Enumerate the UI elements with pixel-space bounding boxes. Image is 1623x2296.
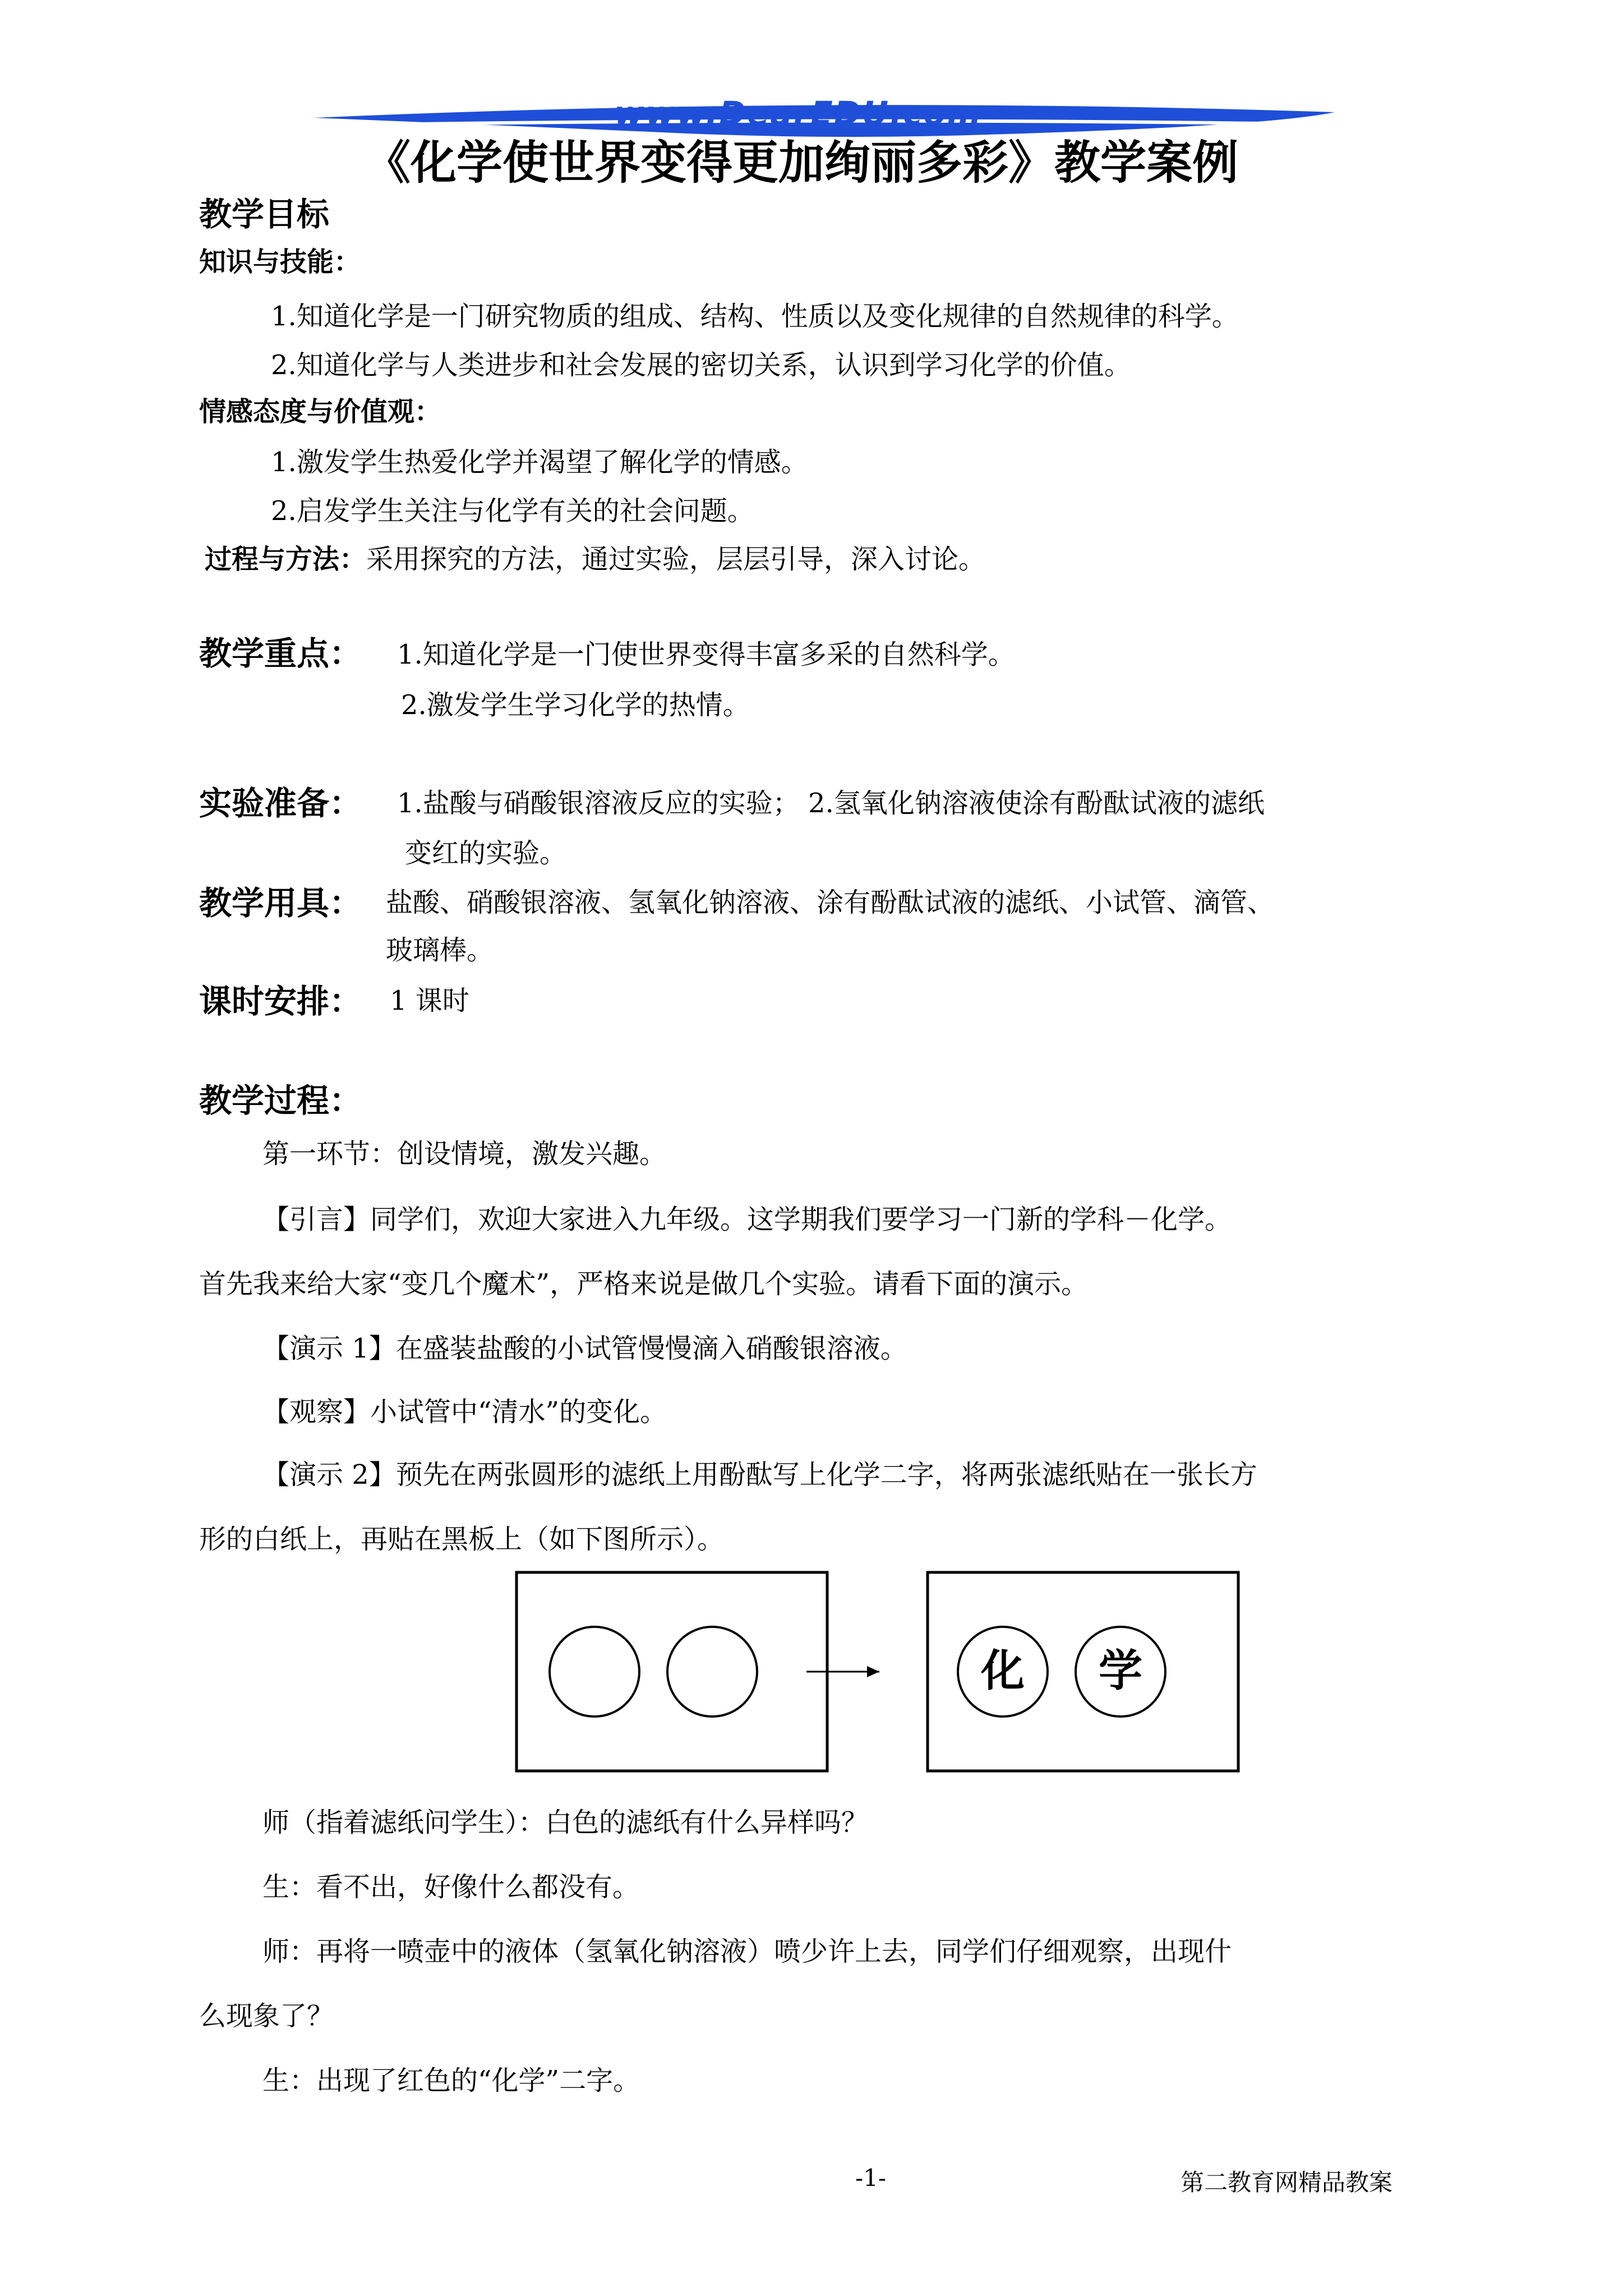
process-method-line — [205, 537, 985, 576]
site-brand-logo: www.DearEDU.com — [614, 94, 982, 132]
emotion-item-1: 1.激发学生热爱化学并渴望了解化学的情感。 — [271, 447, 808, 478]
tools-line-1: 盐酸、硝酸银溶液、氢氧化钠溶液、涂有酚酞试液的滤纸、小试管、滴管、 — [386, 887, 1275, 918]
footer-source: 第二教育网精品教案 — [1181, 2169, 1393, 2196]
dialog-line-1: 师（指着滤纸问学生）：白色的滤纸有什么异样吗？ — [262, 1807, 869, 1838]
revealed-char-1: 化 — [980, 1646, 1025, 1696]
knowledge-item-1: 1.知道化学是一门研究物质的组成、结构、性质以及变化规律的自然规律的科学。 — [271, 301, 1239, 332]
focus-label: 教学重点： — [199, 634, 362, 673]
objectives-heading: 教学目标 — [199, 195, 330, 233]
tools-line-2: 玻璃棒。 — [386, 935, 494, 966]
document-title: 《化学使世界变得更加绚丽多彩》教学案例 — [365, 136, 1239, 190]
prep-label: 实验准备： — [199, 784, 362, 822]
focus-item-2: 2.激发学生学习化学的热情。 — [401, 689, 750, 721]
prep-line-1: 1.盐酸与硝酸银溶液反应的实验； 2.氢氧化钠溶液使涂有酚酞试液的滤纸 — [397, 788, 1265, 819]
demo-2-line-1: 【演示 2】预先在两张圆形的滤纸上用酚酞写上化学二字，将两张滤纸贴在一张长方 — [262, 1459, 1257, 1490]
knowledge-label: 知识与技能： — [199, 246, 361, 278]
knowledge-item-2: 2.知道化学与人类进步和社会发展的密切关系，认识到学习化学的价值。 — [271, 349, 1131, 381]
intro-line-1: 【引言】同学们，欢迎大家进入九年级。这学期我们要学习一门新的学科－化学。 — [262, 1204, 1232, 1235]
intro-line-2: 首先我来给大家“变几个魔术”，严格来说是做几个实验。请看下面的演示。 — [199, 1268, 1089, 1300]
blank-filter-paper-left — [550, 1627, 639, 1717]
tools-label: 教学用具： — [199, 884, 362, 922]
schedule-label: 课时安排： — [199, 982, 362, 1020]
schedule-text: 1 课时 — [390, 985, 469, 1016]
process-heading: 教学过程： — [199, 1082, 362, 1120]
dialog-line-3: 师：再将一喷壶中的液体（氢氧化钠溶液）喷少许上去，同学们仔细观察，出现什 — [262, 1936, 1232, 1967]
demo-1: 【演示 1】在盛装盐酸的小试管慢慢滴入硝酸银溶液。 — [262, 1333, 907, 1364]
process-method-label: 过程与方法： — [205, 544, 367, 575]
blank-filter-paper-right — [667, 1627, 757, 1717]
emotion-label: 情感态度与价值观： — [199, 396, 442, 427]
dialog-line-2: 生：看不出，好像什么都没有。 — [262, 1871, 640, 1903]
process-method-text: 采用探究的方法，通过实验，层层引导，深入讨论。 — [366, 544, 986, 575]
demo-2-line-2: 形的白纸上，再贴在黑板上（如下图所示）。 — [199, 1524, 725, 1555]
observe: 【观察】小试管中“清水”的变化。 — [262, 1396, 667, 1428]
filter-paper-figure — [515, 1571, 1447, 1773]
process-step-1: 第一环节：创设情境，激发兴趣。 — [262, 1138, 667, 1170]
page-number: -1- — [855, 2164, 887, 2192]
focus-item-1: 1.知道化学是一门使世界变得丰富多采的自然科学。 — [397, 639, 1015, 670]
revealed-char-2: 学 — [1098, 1646, 1143, 1696]
emotion-item-2: 2.启发学生关注与化学有关的社会问题。 — [271, 495, 754, 527]
dialog-line-4: 么现象了？ — [199, 2000, 334, 2032]
prep-line-2: 变红的实验。 — [405, 838, 567, 869]
dialog-line-5: 生：出现了红色的“化学”二字。 — [262, 2065, 640, 2096]
